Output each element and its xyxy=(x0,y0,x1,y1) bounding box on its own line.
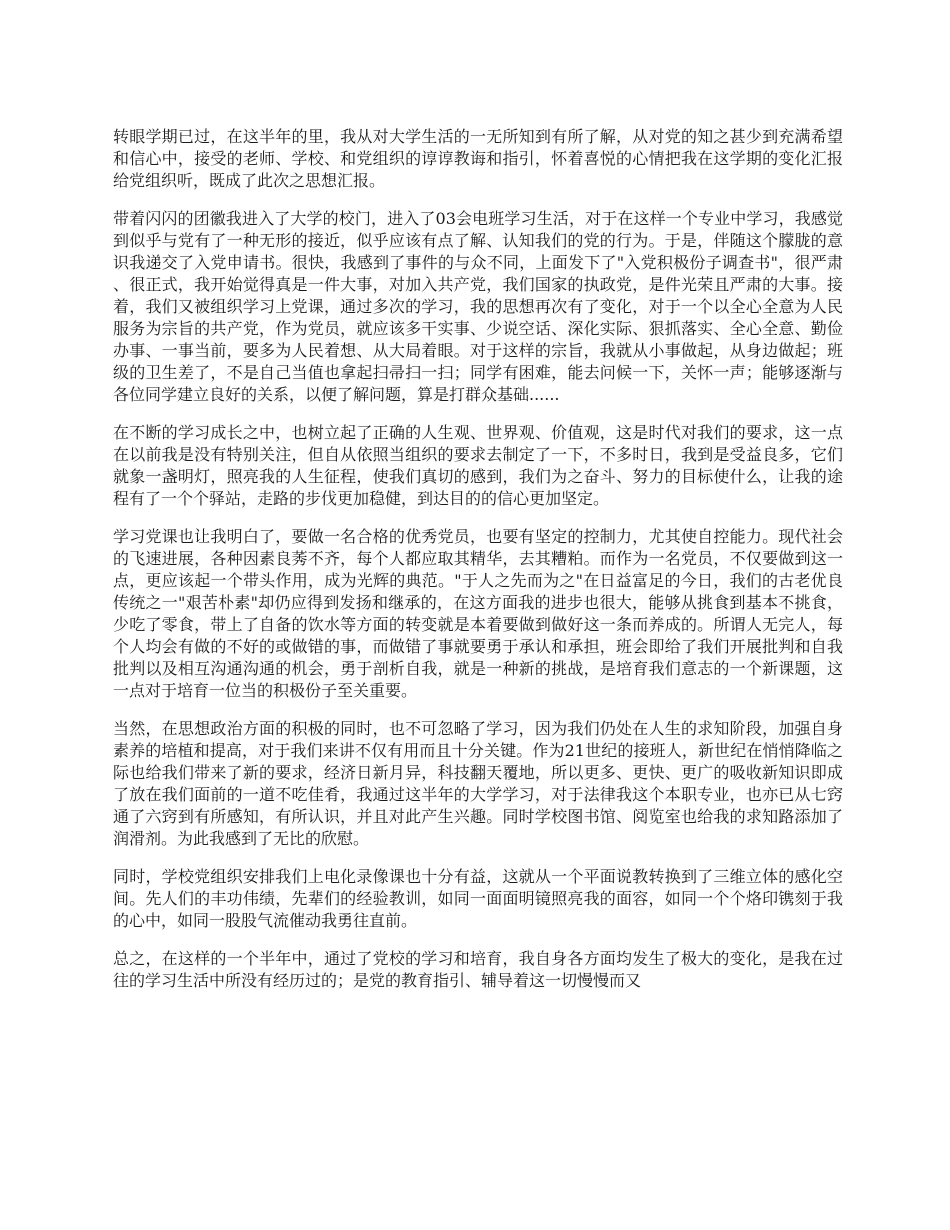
paragraph-7: 总之，在这样的一个半年中，通过了党校的学习和培育，我自身各方面均发生了极大的变化，是我在过往的学习生活中所没有经历过的；是党的教育指引、辅导着这一切慢慢而又 xyxy=(113,949,843,990)
paragraph-6: 同时，学校党组织安排我们上电化录像课也十分有益，这就从一个平面说教转换到了三维立体的感化空间。先人们的丰功伟绩，先辈们的经验教训，如同一面面明镜照亮我的面容，如同一个个烙印镌刻于我的心中，如同一股股气流催动我勇往直前。 xyxy=(113,867,843,930)
paragraph-3: 在不断的学习成长之中，也树立起了正确的人生观、世界观、价值观，这是时代对我们的要求，这一点在以前我是没有特别关注，但自从依照当组织的要求去制定了一下，不多时日，我到是受益良多，它们就象一盏明灯，照亮我的人生征程，使我们真切的感到，我们为之奋斗、努力的目标使什么，让我的途程有了一个个驿站，走路的步伐更加稳健，到达目的的信心更加坚定。 xyxy=(113,423,843,508)
paragraph-5: 当然，在思想政治方面的积极的同时，也不可忽略了学习，因为我们仍处在人生的求知阶段，加强自身素养的培植和提高，对于我们来讲不仅有用而且十分关键。作为21世纪的接班人，新世纪在悄悄降临之际也给我们带来了新的要求，经济日新月异，科技翻天覆地，所以更多、更快、更广的吸收新知识即成了放在我们面前的一道不吃佳肴，我通过这半年的大学学习，对于法律我这个本职专业，也亦已从七窍通了六窍到有所感知，有所认识，并且对此产生兴趣。同时学校图书馆、阅览室也给我的求知路添加了润滑剂。为此我感到了无比的欣慰。 xyxy=(113,719,843,848)
paragraph-2: 带着闪闪的团徽我进入了大学的校门，进入了03会电班学习生活，对于在这样一个专业中学习，我感觉到似乎与党有了一种无形的接近，似乎应该有点了解、认知我们的党的行为。于是，伴随这个朦胧的意识我递交了入党申请书。很快，我感到了事件的与众不同，上面发下了"入党积极份子调查书"，很严肃、很正式，我开始觉得真是一件大事，对加入共产党，我们国家的执政党，是件光荣且严肃的大事。接着，我们又被组织学习上党课，通过多次的学习，我的思想再次有了变化，对于一个以全心全意为人民服务为宗旨的共产党，作为党员，就应该多干实事、少说空话、深化实际、狠抓落实、全心全意、勤俭办事、一事当前，要多为人民着想、从大局着眼。对于这样的宗旨，我就从小事做起，从身边做起；班级的卫生差了，不是自己当值也拿起扫帚扫一扫；同学有困难，能去问候一下，关怀一声；能够逐渐与各位同学建立良好的关系，以便了解问题，算是打群众基础...... xyxy=(113,209,843,404)
paragraph-4: 学习党课也让我明白了，要做一名合格的优秀党员，也要有坚定的控制力，尤其使自控能力。现代社会的飞速进展，各种因素良莠不齐，每个人都应取其精华，去其糟粕。而作为一名党员，不仅要做到这一点，更应该起一个带头作用，成为光辉的典范。"于人之先而为之"在日益富足的今日，我们的古老优良传统之一"艰苦朴素"却仍应得到发扬和继承的，在这方面我的进步也很大，能够从挑食到基本不挑食，少吃了零食，带上了自备的饮水等方面的转变就是本着要做到做好这一条而养成的。所谓人无完人，每个人均会有做的不好的或做错的事，而做错了事就要勇于承认和承担，班会即给了我们开展批判和自我批判以及相互沟通沟通的机会，勇于剖析自我，就是一种新的挑战，是培育我们意志的一个新课题，这一点对于培育一位当的积极份子至关重要。 xyxy=(113,527,843,700)
document-body xyxy=(113,126,843,1008)
paragraph-1: 转眼学期已过，在这半年的里，我从对大学生活的一无所知到有所了解，从对党的知之甚少到充满希望和信心中，接受的老师、学校、和党组织的谆谆教诲和指引，怀着喜悦的心情把我在这学期的变化汇报给党组织听，既成了此次之思想汇报。 xyxy=(113,127,843,190)
